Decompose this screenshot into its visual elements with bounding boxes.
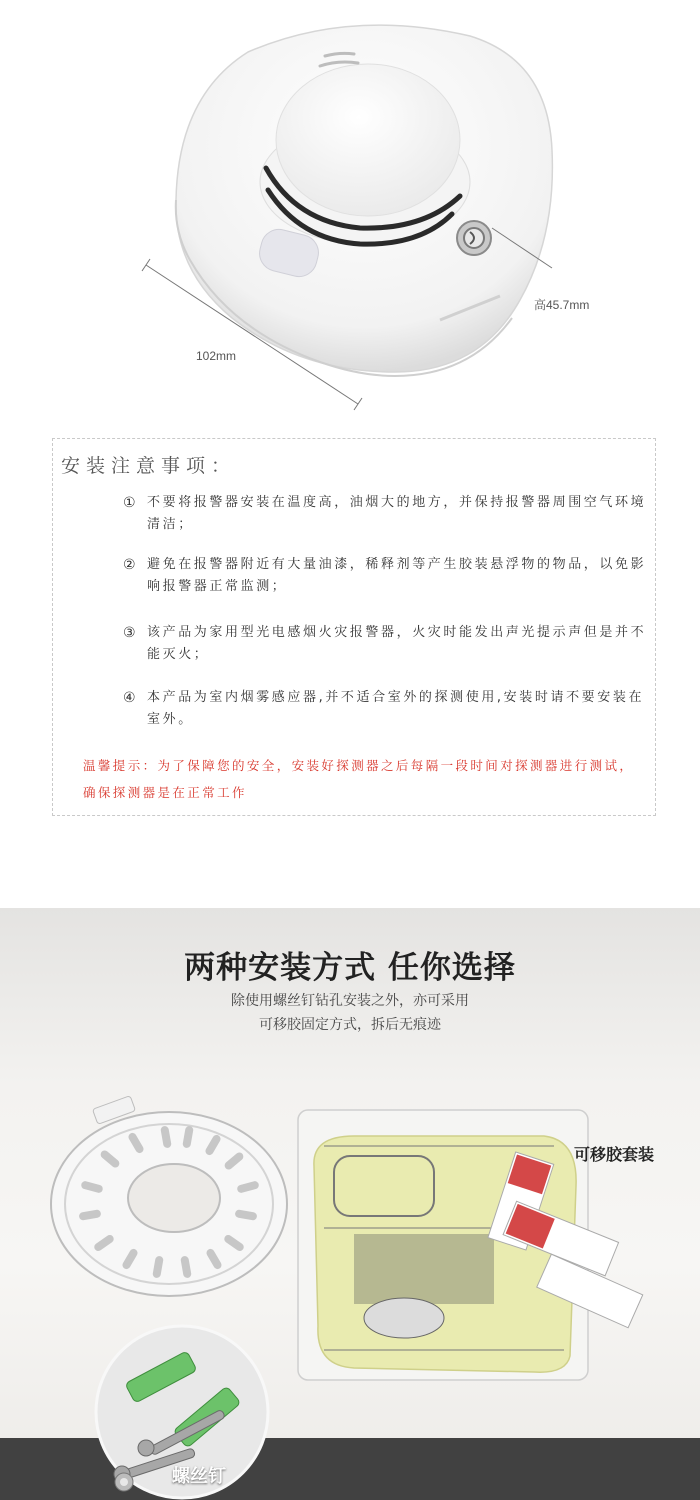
screw-label: 螺丝钉 xyxy=(172,1466,226,1487)
smoke-detector-illustration xyxy=(0,0,700,420)
height-dimension-label: 高45.7mm xyxy=(534,298,590,312)
note-text: 该产品为家用型光电感烟火灾报警器，火灾时能发出声光提示声但是并不能灭火； xyxy=(147,625,647,662)
install-subtitle-line1: 除使用螺丝钉钻孔安装之外，亦可采用 xyxy=(231,993,469,1009)
note-item xyxy=(123,622,651,666)
note-text: 不要将报警器安装在温度高，油烟大的地方，并保持报警器周围空气环境清洁； xyxy=(147,495,647,532)
notes-title: 安装注意事项： xyxy=(61,455,237,477)
note-number: ② xyxy=(123,557,136,573)
install-subtitle-line2: 可移胶固定方式，拆后无痕迹 xyxy=(259,1017,441,1033)
width-dimension-label: 102mm xyxy=(196,349,237,363)
note-number: ③ xyxy=(123,625,136,641)
note-text: 避免在报警器附近有大量油漆，稀释剂等产生胶装悬浮物的物品，以免影响报警器正常监测； xyxy=(147,557,647,594)
note-number: ① xyxy=(123,495,136,511)
mounting-base-plate-image xyxy=(34,1086,304,1306)
install-title: 两种安装方式 任你选择 xyxy=(184,950,516,986)
note-number: ④ xyxy=(123,690,136,706)
note-text: 本产品为室内烟雾感应器,并不适合室外的探测使用,安装时请不要安装在室外。 xyxy=(147,690,645,727)
installation-notes-box xyxy=(52,438,656,816)
note-item xyxy=(123,554,651,598)
note-item xyxy=(123,492,651,536)
installation-methods-section xyxy=(0,908,700,1500)
adhesive-kit-label: 可移胶套装 xyxy=(574,1145,655,1164)
product-dimension-section xyxy=(0,0,700,420)
safety-tip: 温馨提示：为了保障您的安全，安装好探测器之后每隔一段时间对探测器进行测试，确保探测器是在正常工作 xyxy=(83,758,635,800)
note-item xyxy=(123,687,651,731)
